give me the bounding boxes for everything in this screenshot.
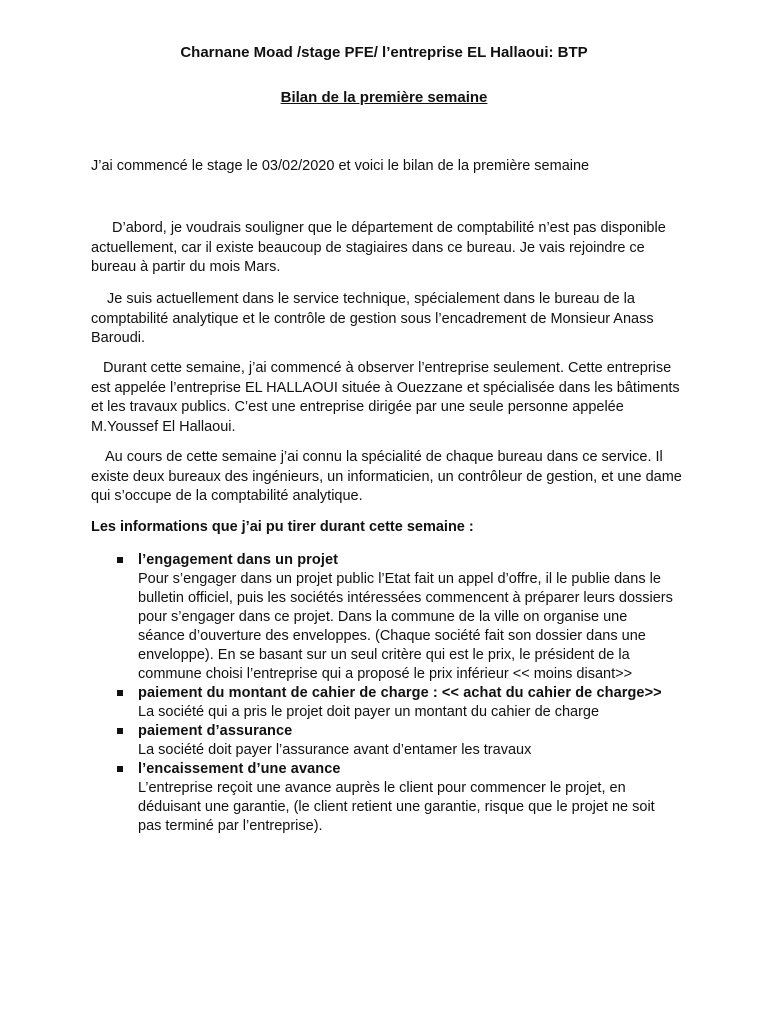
list-item-title: paiement du montant de cahier de charge : << achat du cahier de charge>> xyxy=(138,685,662,701)
paragraph-1: D’abord, je voudrais souligner que le département de comptabilité n’est pas disponible actuellement, car il existe beaucoup de stagiaires dans ce bureau. Je vais rejoindre ce bureau à partir du mois Mars. xyxy=(91,220,666,276)
intro-paragraph: J’ai commencé le stage le 03/02/2020 et voici le bilan de la première semaine xyxy=(91,158,590,174)
info-list xyxy=(117,551,677,836)
square-bullet-icon xyxy=(117,557,123,563)
list-heading: Les informations que j’ai pu tirer durant cette semaine : xyxy=(91,519,474,535)
square-bullet-icon xyxy=(117,766,123,772)
square-bullet-icon xyxy=(117,728,123,734)
list-item xyxy=(117,722,677,760)
list-item-text: La société qui a pris le projet doit payer un montant du cahier de charge xyxy=(138,704,600,720)
list-item-title: l’engagement dans un projet xyxy=(138,552,339,568)
document-subtitle: Bilan de la première semaine xyxy=(280,89,488,106)
list-item-text: Pour s’engager dans un projet public l’Etat fait un appel d’offre, il le publie dans le bulletin officiel, puis les sociétés intéressées commencent à préparer leurs dossiers pour s’engager dans ce projet. Dans la commune de la ville on organise une séance d’ouverture des enveloppes. (Chaque société fait son dossier dans une enveloppe). En se basant sur un seul critère qui est le prix, le président de la commune choisi l’entreprise qui a proposé le prix inférieur << moins disant>> xyxy=(138,571,673,682)
document-title: Charnane Moad /stage PFE/ l’entreprise EL Hallaoui: BTP xyxy=(180,44,588,61)
paragraph-4: Au cours de cette semaine j’ai connu la spécialité de chaque bureau dans ce service. Il existe deux bureaux des ingénieurs, un informaticien, un contrôleur de gestion, et une dame qui s’occupe de la comptabilité analytique. xyxy=(91,449,682,505)
list-item xyxy=(117,760,677,836)
paragraph-3: Durant cette semaine, j’ai commencé à observer l’entreprise seulement. Cette entreprise est appelée l’entreprise EL HALLAOUI située à Ouezzane et spécialisée dans les bâtiments et les travaux publics. C’est une entreprise dirigée par une seule personne appelée M.Youssef El Hallaoui. xyxy=(91,360,680,436)
list-item-title: l’encaissement d’une avance xyxy=(138,761,341,777)
list-item-title: paiement d’assurance xyxy=(138,723,293,739)
list-item xyxy=(117,551,677,684)
list-item-text: La société doit payer l’assurance avant d’entamer les travaux xyxy=(138,742,532,758)
list-item-text: L’entreprise reçoit une avance auprès le client pour commencer le projet, en déduisant une garantie, (le client retient une garantie, risque que le projet ne soit pas terminé par l’entreprise). xyxy=(138,780,655,834)
list-item xyxy=(117,684,677,722)
square-bullet-icon xyxy=(117,690,123,696)
paragraph-2: Je suis actuellement dans le service technique, spécialement dans le bureau de la comptabilité analytique et le contrôle de gestion sous l’encadrement de Monsieur Anass Baroudi. xyxy=(91,291,654,347)
